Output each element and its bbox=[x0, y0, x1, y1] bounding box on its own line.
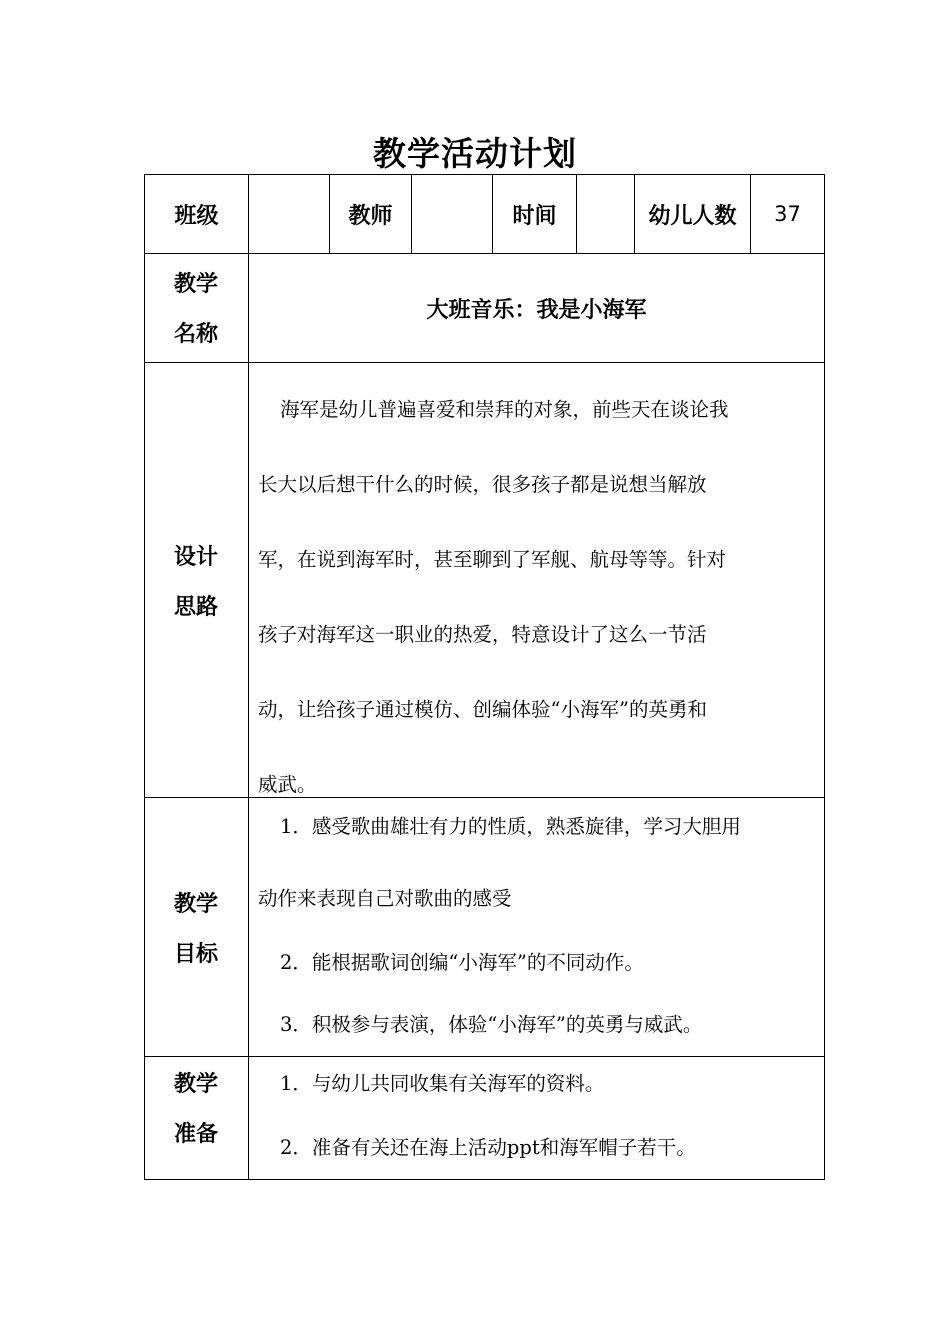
design-line: 长大以后想干什么的时候，很多孩子都是说想当解放 bbox=[258, 473, 707, 496]
time-value bbox=[577, 175, 634, 253]
design-label-line2: 思路 bbox=[173, 595, 218, 620]
prep-item-2: 2．准备有关还在海上活动ppt和海军帽子若干。 bbox=[280, 1136, 696, 1159]
prep-item-1: 1．与幼儿共同收集有关海军的资料。 bbox=[280, 1072, 605, 1095]
document-title: 教学活动计划 bbox=[373, 134, 577, 173]
activity-name-label bbox=[144, 260, 248, 360]
table-border-bottom bbox=[144, 1179, 825, 1180]
activity-name-label-line2: 名称 bbox=[173, 322, 218, 347]
design-label bbox=[144, 533, 248, 633]
child-count-value: 37 bbox=[774, 202, 801, 226]
goals-label-line2: 目标 bbox=[173, 942, 218, 967]
activity-name-label-line1: 教学 bbox=[173, 272, 218, 297]
prep-label bbox=[144, 1060, 248, 1160]
row-divider bbox=[144, 1056, 825, 1057]
design-line: 孩子对海军这一职业的热爱，特意设计了这么一节活 bbox=[258, 623, 707, 646]
child-count-label: 幼儿人数 bbox=[648, 203, 737, 229]
goal-item-1a: 1．感受歌曲雄壮有力的性质，熟悉旋律，学习大胆用 bbox=[280, 815, 741, 838]
class-label: 班级 bbox=[174, 203, 219, 229]
design-line: 动，让给孩子通过模仿、创编体验“小海军”的英勇和 bbox=[258, 698, 707, 721]
row-divider bbox=[144, 362, 825, 363]
goals-label bbox=[144, 880, 248, 980]
goal-item-1b: 动作来表现自己对歌曲的感受 bbox=[258, 887, 512, 910]
table-border-right bbox=[824, 174, 825, 1180]
goal-item-3: 3．积极参与表演，体验“小海军”的英勇与威武。 bbox=[280, 1013, 703, 1036]
design-line: 威武。 bbox=[258, 773, 317, 796]
prep-label-line2: 准备 bbox=[173, 1122, 218, 1147]
time-label: 时间 bbox=[512, 203, 557, 229]
teacher-value bbox=[412, 175, 492, 253]
prep-label-line1: 教学 bbox=[173, 1072, 218, 1097]
design-line: 军，在说到海军时，甚至聊到了军舰、航母等等。针对 bbox=[258, 548, 727, 571]
goal-item-2: 2．能根据歌词创编“小海军”的不同动作。 bbox=[280, 951, 644, 974]
goals-label-line1: 教学 bbox=[173, 892, 218, 917]
design-line: 海军是幼儿普遍喜爱和崇拜的对象，前些天在谈论我 bbox=[280, 398, 729, 421]
design-label-line1: 设计 bbox=[173, 545, 218, 570]
class-value bbox=[249, 175, 329, 253]
design-text bbox=[258, 372, 816, 822]
activity-name-value: 大班音乐：我是小海军 bbox=[426, 297, 647, 323]
teacher-label: 教师 bbox=[348, 203, 393, 229]
